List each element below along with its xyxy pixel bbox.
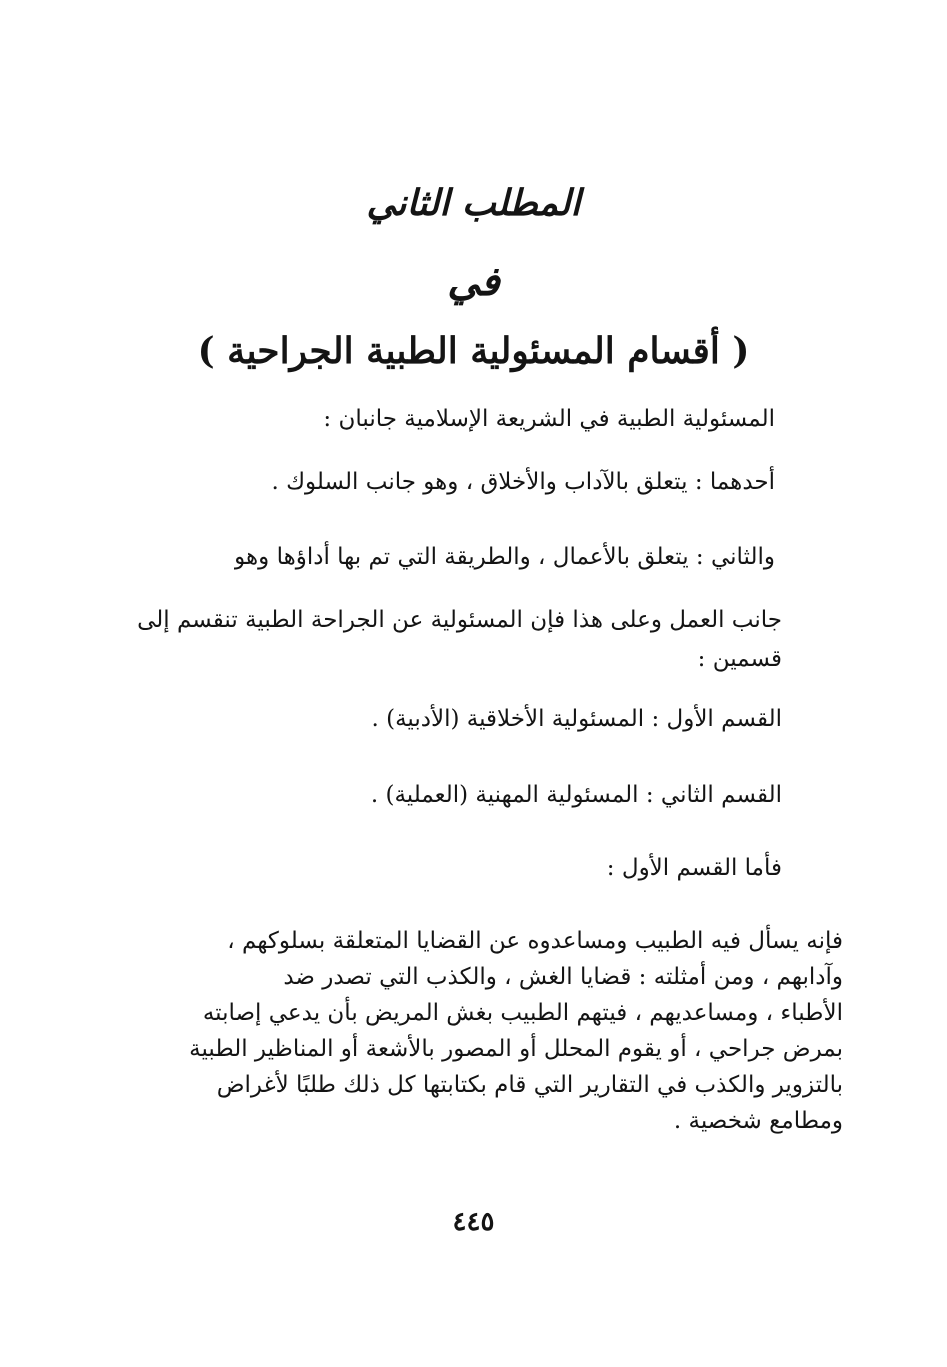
section-one-label: القسم الأول : المسئولية الأخلاقية (الأدبية) . [371, 706, 782, 732]
chapter-title-connector: في [447, 258, 500, 305]
second-aspect-line-2: جانب العمل وعلى هذا فإن المسئولية عن الجراحة الطبية تنقسم إلى [137, 607, 782, 633]
paragraph-line: ومطامع شخصية . [673, 1108, 843, 1134]
section-two-label: القسم الثاني : المسئولية المهنية (العملية) . [370, 782, 782, 808]
paragraph-line: فإنه يسأل فيه الطبيب ومساعدوه عن القضايا المتعلقة بسلوكهم ، [227, 928, 843, 954]
second-aspect-line-3: قسمين : [697, 646, 782, 672]
first-section-paragraph [133, 923, 843, 1139]
first-section-heading: فأما القسم الأول : [606, 855, 782, 881]
chapter-title: المطلب الثاني [366, 182, 581, 224]
paragraph-line: بمرض جراحي ، أو يقوم المحلل أو المصور بالأشعة أو المناظير الطبية [189, 1036, 843, 1062]
second-aspect-line-1: والثاني : يتعلق بالأعمال ، والطريقة التي تم بها أداؤها وهو [234, 544, 775, 570]
page-number: ٤٤٥ [452, 1207, 495, 1237]
paragraph-line: وآدابهم ، ومن أمثلته : قضايا الغش ، والكذب التي تصدر ضد [283, 964, 843, 990]
intro-line-2: أحدهما : يتعلق بالآداب والأخلاق ، وهو جانب السلوك . [271, 469, 775, 495]
chapter-subtitle: ( أقسام المسئولية الطبية الجراحية ) [197, 330, 750, 372]
paragraph-line: بالتزوير والكذب في التقارير التي قام بكتابتها كل ذلك طلبًا لأغراض [216, 1072, 843, 1098]
paragraph-line: الأطباء ، ومساعديهم ، فيتهم الطبيب بغش المريض بأن يدعي إصابته [202, 1000, 843, 1026]
intro-line-1: المسئولية الطبية في الشريعة الإسلامية جانبان : [323, 406, 775, 432]
